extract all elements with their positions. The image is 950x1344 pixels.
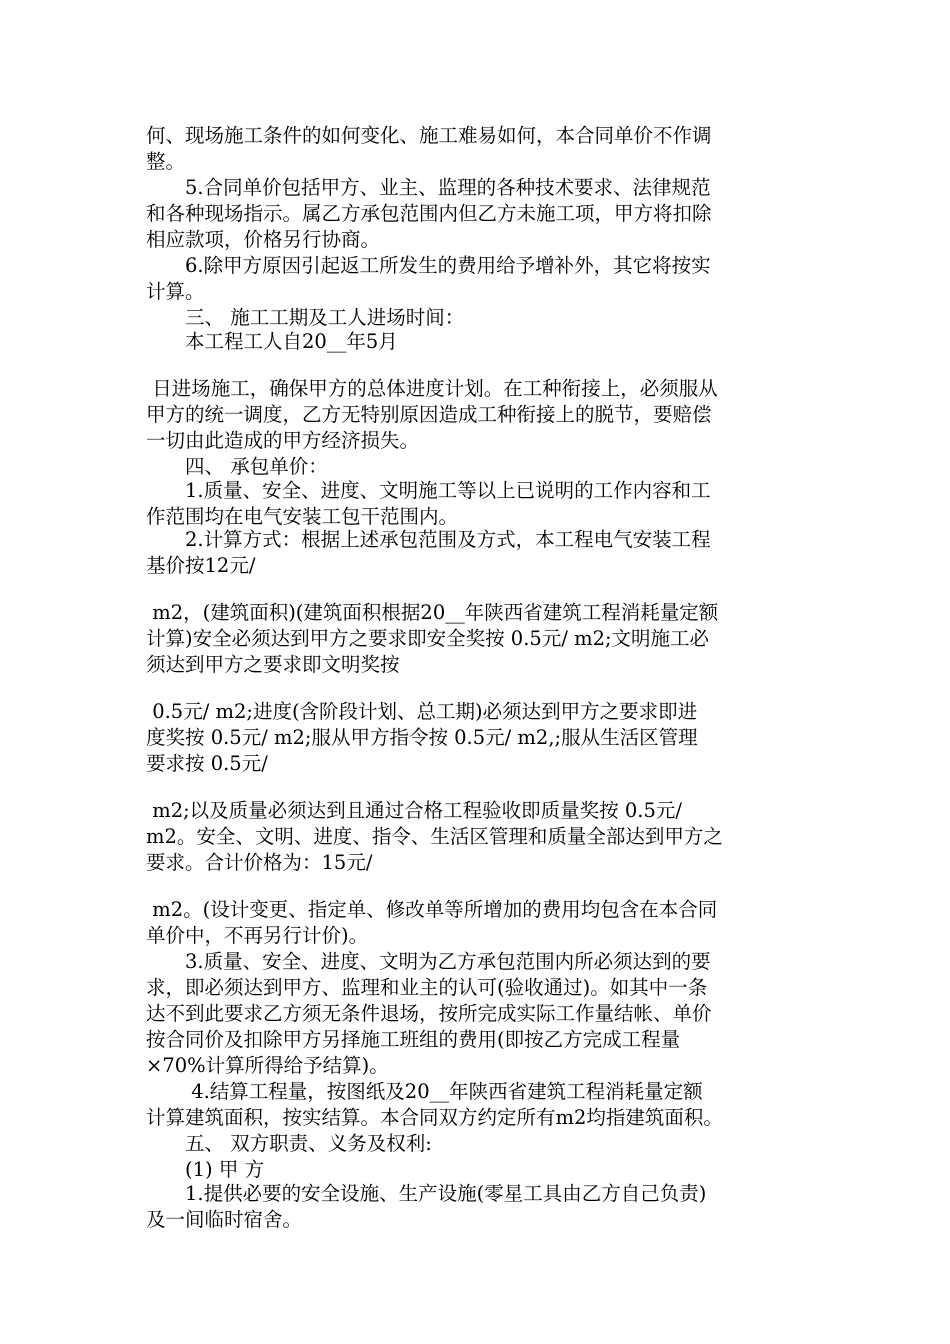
section-heading: 四、 承包单价： <box>146 455 328 478</box>
text-line: 和各种现场指示。属乙方承包范围内但乙方未施工项，甲方将扣除 <box>146 202 712 225</box>
text-line: 要求按 0.5元/ <box>146 752 268 775</box>
text-line: 及一间临时宿舍。 <box>146 1208 303 1231</box>
text-line: ×70%计算所得给予结算)。 <box>146 1054 389 1077</box>
text-line: 按合同价及扣除甲方另择施工班组的费用(即按乙方完成工程量 <box>146 1028 681 1051</box>
text-line: 作范围均在电气安装工包干范围内。 <box>146 505 459 528</box>
text-line: 计算。 <box>146 280 205 303</box>
text-line: 1.质量、安全、进度、文明施工等以上已说明的工作内容和工 <box>146 479 711 502</box>
text-line: 整。 <box>146 150 186 173</box>
text-line: m2。(设计变更、指定单、修改单等所增加的费用均包含在本合同 <box>146 898 718 921</box>
text-line: 要求。合计价格为：15元/ <box>146 851 373 874</box>
section-heading: 三、 施工工期及工人进场时间： <box>146 306 465 329</box>
text-line: 6.除甲方原因引起返工所发生的费用给予增补外，其它将按实 <box>146 254 711 277</box>
text-line: 甲方的统一调度，乙方无特别原因造成工种衔接上的脱节，要赔偿 <box>146 403 712 426</box>
text-line: 求，即必须达到甲方、监理和业主的认可(验收通过)。如其中一条 <box>146 976 708 999</box>
text-line: m2;以及质量必须达到且通过合格工程验收即质量奖按 0.5元/ <box>146 799 682 822</box>
text-line: 日进场施工，确保甲方的总体进度计划。在工种衔接上，必须服从 <box>146 377 718 400</box>
text-line: 须达到甲方之要求即文明奖按 <box>146 653 400 676</box>
text-line: m2。安全、文明、进度、指令、生活区管理和质量全部达到甲方之 <box>146 825 723 848</box>
text-line: 计算建筑面积，按实结算。本合同双方约定所有m2均指建筑面积。 <box>146 1106 723 1129</box>
text-line: 5.合同单价包括甲方、业主、监理的各种技术要求、法律规范 <box>146 176 711 199</box>
section-heading: 五、 双方职责、义务及权利: <box>146 1132 432 1155</box>
subsection-heading: (1) 甲 方 <box>146 1158 265 1181</box>
text-line: 基价按12元/ <box>146 554 256 577</box>
text-line: 一切由此造成的甲方经济损失。 <box>146 429 420 452</box>
text-line: 单价中，不再另行计价)。 <box>146 924 369 947</box>
text-line: 本工程工人自20__年5月 <box>146 330 398 353</box>
text-line: 计算)安全必须达到甲方之要求即安全奖按 0.5元/ m2;文明施工必 <box>146 627 710 650</box>
text-line: 度奖按 0.5元/ m2;服从甲方指令按 0.5元/ m2,;服从生活区管理 <box>146 726 698 749</box>
text-line: 4.结算工程量，按图纸及20__年陕西省建筑工程消耗量定额 <box>146 1080 703 1103</box>
text-line: 2.计算方式：根据上述承包范围及方式，本工程电气安装工程 <box>146 528 711 551</box>
text-line: 3.质量、安全、进度、文明为乙方承包范围内所必须达到的要 <box>146 950 711 973</box>
text-line: 1.提供必要的安全设施、生产设施(零星工具由乙方自己负责) <box>146 1182 707 1205</box>
text-line: 相应款项，价格另行协商。 <box>146 228 381 251</box>
text-line: 0.5元/ m2;进度(含阶段计划、总工期)必须达到甲方之要求即进 <box>146 700 698 723</box>
text-line: 何、现场施工条件的如何变化、施工难易如何，本合同单价不作调 <box>146 124 712 147</box>
text-line: 达不到此要求乙方须无条件退场，按所完成实际工作量结帐、单价 <box>146 1002 712 1025</box>
text-line: m2，(建筑面积)(建筑面积根据20__年陕西省建筑工程消耗量定额 <box>146 601 719 624</box>
